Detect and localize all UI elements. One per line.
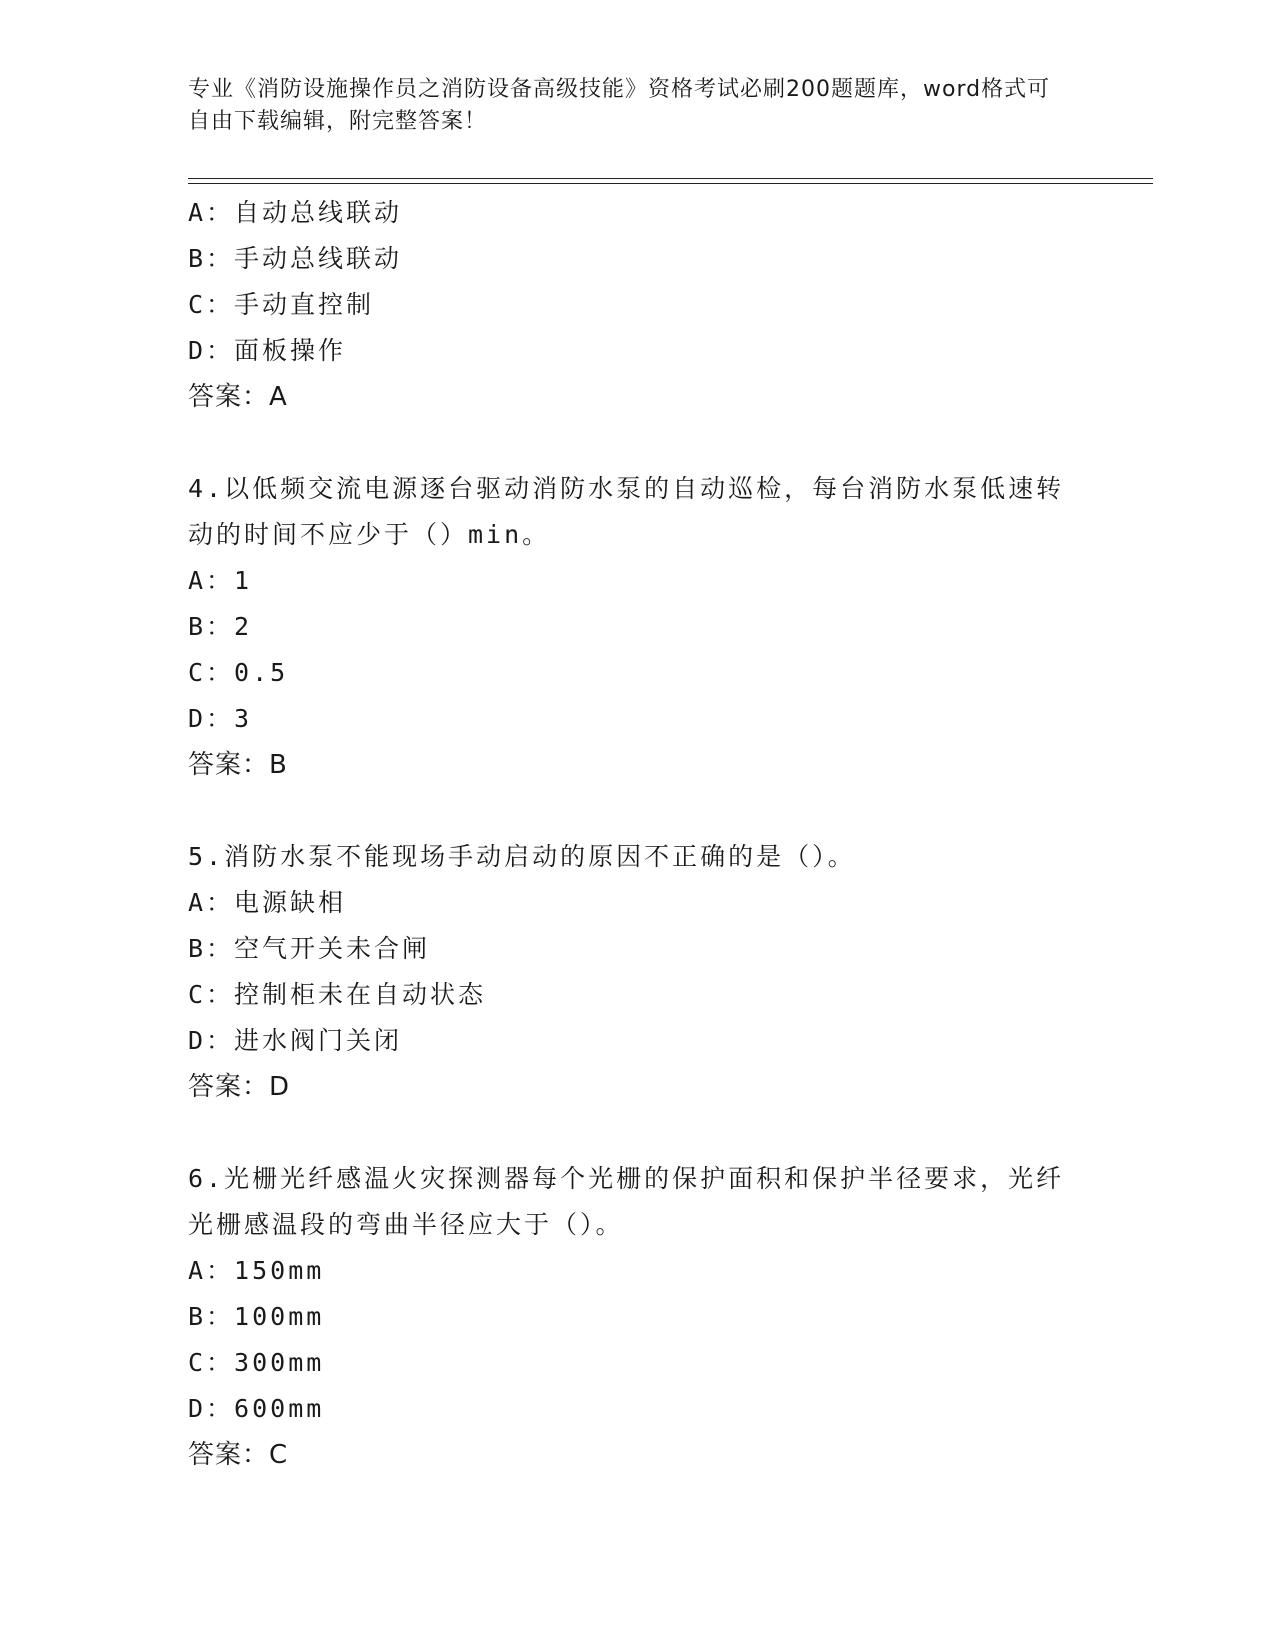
option-b: B：空气开关未合闸 <box>188 934 431 963</box>
option-d: D：600mm <box>188 1394 325 1423</box>
option-a: A：电源缺相 <box>188 888 347 917</box>
answer-line: 答案：D <box>188 1072 291 1102</box>
option-c: C：300mm <box>188 1348 325 1377</box>
option-b: B：100mm <box>188 1302 325 1331</box>
spacer <box>188 420 1068 466</box>
option-d: D：进水阀门关闭 <box>188 1026 403 1055</box>
option-b: B：2 <box>188 612 253 641</box>
question-text: 4.以低频交流电源逐台驱动消防水泵的自动巡检，每台消防水泵低速转动的时间不应少于（）min。 <box>188 474 1065 549</box>
option-a: A：1 <box>188 566 253 595</box>
spacer <box>188 788 1068 834</box>
answer-line: 答案：B <box>188 750 288 780</box>
question-block-3 <box>188 190 1068 420</box>
spacer <box>188 1110 1068 1156</box>
option-c: C：控制柜未在自动状态 <box>188 980 487 1009</box>
option-a: A：150mm <box>188 1256 325 1285</box>
question-block-4 <box>188 466 1068 788</box>
option-d: D：面板操作 <box>188 336 347 365</box>
option-c: C：0.5 <box>188 658 289 687</box>
answer-line: 答案：A <box>188 382 288 412</box>
option-a: A：自动总线联动 <box>188 198 403 227</box>
question-block-5 <box>188 834 1068 1110</box>
question-text: 5.消防水泵不能现场手动启动的原因不正确的是（）。 <box>188 842 856 871</box>
document-header: 专业《消防设施操作员之消防设备高级技能》资格考试必刷200题题库，word格式可自由下载编辑，附完整答案！ <box>188 77 1051 134</box>
question-block-6 <box>188 1156 1068 1478</box>
answer-line: 答案：C <box>188 1440 289 1470</box>
option-c: C：手动直控制 <box>188 290 375 319</box>
option-d: D：3 <box>188 704 253 733</box>
question-text: 6.光栅光纤感温火灾探测器每个光栅的保护面积和保护半径要求，光纤光栅感温段的弯曲半径应大于（）。 <box>188 1164 1065 1239</box>
header-divider-top <box>188 178 1153 179</box>
option-b: B：手动总线联动 <box>188 244 403 273</box>
question-list <box>188 190 1068 1478</box>
header-divider-bottom <box>188 183 1153 184</box>
